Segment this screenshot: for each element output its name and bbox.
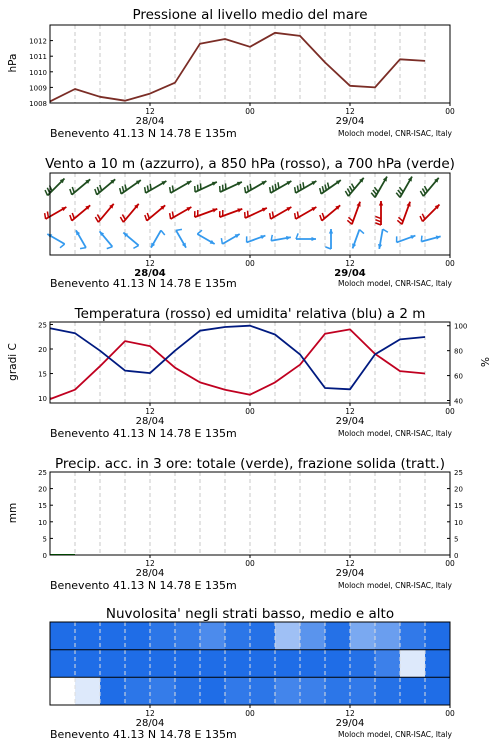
wind-barb-10m: [100, 231, 113, 248]
wind-barb-700hpa: [95, 179, 115, 194]
y2-tick-label: 25: [454, 469, 463, 477]
barb-feather: [270, 187, 271, 193]
wind-barb-850hpa: [397, 202, 410, 225]
barb-feather: [47, 211, 48, 217]
barb-feather: [47, 188, 49, 193]
barb-feather: [320, 215, 322, 221]
barb-feather: [145, 187, 146, 193]
location-label: Benevento 41.13 N 14.78 E 135m: [50, 728, 237, 741]
barb-feather: [359, 230, 364, 234]
barb-feather: [107, 247, 113, 249]
cloud-cell-alto: [325, 622, 351, 650]
x-tick-label: 12: [145, 709, 155, 718]
wind-barb-10m: [421, 235, 440, 241]
y-tick-label: 0: [42, 552, 47, 560]
cloud-cell-alto: [275, 622, 301, 650]
barb-feather: [303, 182, 304, 188]
cloud-cell-basso: [350, 677, 376, 705]
cloud-cell-medio: [425, 650, 451, 678]
x-tick-label: 00: [245, 709, 255, 718]
cloud-cell-medio: [400, 650, 426, 678]
wind-barb-850hpa: [295, 207, 317, 219]
barb-feather: [150, 184, 151, 190]
cloud-cell-medio: [300, 650, 326, 678]
barb-feather: [297, 185, 298, 191]
cloud-cell-medio: [100, 650, 126, 678]
y2-tick-label: 0: [454, 552, 459, 560]
barb-feather: [272, 211, 273, 217]
y-tick-label: 10: [38, 395, 47, 404]
barb-feather: [70, 215, 72, 221]
y-tick-label: 15: [38, 370, 47, 379]
barb-feather: [120, 217, 123, 222]
pressure-y-axis: [29, 38, 53, 108]
wind-barb-700hpa: [70, 179, 90, 194]
wind-barb-850hpa: [70, 205, 90, 220]
temp-humidity-frame: [50, 322, 450, 403]
pressure-gridlines: [75, 25, 425, 103]
x-tick-label: 12: [145, 259, 155, 268]
barb-head: [357, 202, 361, 207]
cloud-cell-basso: [50, 677, 76, 705]
wind-barb-10m: [221, 234, 239, 244]
cloud-cell-alto: [375, 622, 401, 650]
barb-feather: [422, 214, 424, 219]
date-label: 28/04: [135, 568, 165, 579]
wind-barb-10m: [176, 229, 186, 247]
location-label: Benevento 41.13 N 14.78 E 135m: [50, 427, 237, 440]
temp-humidity-series: [50, 326, 425, 399]
barb-head: [352, 243, 356, 248]
cloud-cell-alto: [125, 622, 151, 650]
barb-feather: [250, 184, 251, 190]
date-label: 29/04: [335, 568, 365, 579]
barb-head: [311, 237, 316, 241]
temperature-y-axis: [38, 321, 53, 403]
y-tick-label: 20: [38, 485, 47, 494]
cloud-cell-medio: [50, 650, 76, 678]
x-tick-label: 12: [145, 559, 155, 568]
model-credit: Moloch model, CNR-ISAC, Italy: [338, 730, 452, 739]
y-tick-label: 25: [38, 469, 47, 477]
y-tick-label: 1011: [29, 53, 47, 62]
barb-feather: [133, 245, 138, 248]
barb-feather: [145, 215, 147, 221]
cloud-cell-alto: [250, 622, 276, 650]
barb-feather: [383, 229, 388, 232]
cloud-cell-alto: [150, 622, 176, 650]
barb-feather: [147, 185, 148, 191]
cloud-cell-medio: [75, 650, 101, 678]
wind-barb-850hpa: [347, 202, 360, 225]
wind-barb-10m: [325, 229, 333, 249]
cloud-cell-alto: [425, 622, 451, 650]
date-label: 29/04: [335, 718, 365, 729]
y2-tick-label: 15: [454, 502, 463, 511]
temp-humidity-x-axis: [136, 403, 455, 427]
precip-gridlines: [75, 472, 425, 555]
wind-barb-700hpa: [120, 180, 141, 194]
wind-x-axis: [134, 255, 455, 279]
cloud-cell-medio: [350, 650, 376, 678]
barb-feather: [60, 244, 65, 248]
cloud-cell-medio: [250, 650, 276, 678]
wind-barb-850hpa: [220, 208, 243, 217]
barb-feather: [297, 211, 298, 217]
barb-feather: [176, 229, 182, 230]
barb-feather: [95, 189, 97, 195]
cloud-cell-basso: [300, 677, 326, 705]
cloud-cell-alto: [225, 622, 251, 650]
wind-barb-700hpa: [45, 179, 64, 196]
precip-ylabel: mm: [7, 502, 19, 524]
wind-barb-700hpa: [420, 178, 438, 196]
barb-feather: [80, 248, 86, 249]
barb-head: [212, 208, 217, 212]
pressure-title: Pressione al livello medio del mare: [132, 7, 368, 23]
barb-feather: [345, 191, 348, 196]
x-tick-label: 12: [345, 709, 355, 718]
x-tick-label: 00: [445, 709, 455, 718]
wind-barb-700hpa: [320, 180, 341, 194]
y2-tick-label: 5: [454, 535, 459, 544]
barb-feather: [45, 213, 46, 219]
wind-barb-850hpa: [95, 204, 113, 222]
x-tick-label: 12: [145, 107, 155, 116]
wind-barb-850hpa: [320, 205, 340, 220]
y2-tick-label: 100: [454, 322, 468, 331]
barb-feather: [420, 216, 422, 221]
y2-tick-label: 80: [454, 347, 463, 356]
barb-feather: [421, 236, 422, 242]
x-tick-label: 12: [345, 559, 355, 568]
barb-head: [237, 208, 242, 212]
y2-tick-label: 20: [454, 485, 463, 494]
barb-feather: [95, 217, 98, 222]
cloud-panel: [50, 606, 455, 729]
wind-barb-700hpa: [145, 181, 167, 193]
barb-feather: [247, 185, 248, 191]
barb-feather: [322, 213, 324, 219]
cloud-cell-basso: [175, 677, 201, 705]
barb-feather: [161, 230, 165, 235]
model-credit: Moloch model, CNR-ISAC, Italy: [338, 129, 452, 138]
x-tick-label: 00: [245, 559, 255, 568]
cloud-cell-medio: [225, 650, 251, 678]
barb-feather: [295, 187, 296, 193]
barb-feather: [147, 213, 149, 219]
precip-y-axis: [38, 469, 53, 560]
pressure-panel: [7, 7, 455, 127]
barb-feather: [70, 189, 72, 195]
x-tick-label: 12: [345, 259, 355, 268]
date-label: 29/04: [334, 268, 366, 279]
barb-feather: [245, 187, 246, 193]
barb-feather: [295, 213, 296, 219]
temperature-ylabel: gradi C: [7, 343, 19, 381]
barb-head: [407, 202, 411, 207]
temp-humidity-panel: [7, 306, 492, 427]
y-tick-label: 1008: [29, 100, 47, 108]
wind-barb-850hpa: [270, 207, 292, 219]
location-label: Benevento 41.13 N 14.78 E 135m: [50, 579, 237, 592]
wind-barb-700hpa: [345, 178, 363, 196]
model-credit: Moloch model, CNR-ISAC, Italy: [338, 279, 452, 288]
date-label: 28/04: [135, 718, 165, 729]
barb-feather: [270, 213, 271, 219]
cloud-cell-alto: [75, 622, 101, 650]
cloud-cell-basso: [400, 677, 426, 705]
y-tick-label: 1009: [29, 84, 47, 93]
x-tick-label: 00: [245, 107, 255, 116]
wind-barb-700hpa: [220, 182, 242, 192]
barb-feather: [371, 193, 375, 198]
barb-feather: [45, 190, 47, 195]
wind-barb-850hpa: [195, 208, 218, 217]
barb-feather: [272, 185, 273, 191]
pressure-x-axis: [136, 103, 455, 127]
precip-y2-axis: [447, 469, 463, 560]
barb-feather: [221, 238, 222, 244]
x-tick-label: 00: [245, 259, 255, 268]
barb-feather: [278, 182, 279, 188]
date-label: 28/04: [135, 416, 165, 427]
barb-feather: [300, 184, 301, 190]
wind-barb-10m: [352, 230, 364, 249]
wind-barb-10m: [271, 235, 291, 241]
cloud-cell-medio: [325, 650, 351, 678]
wind-barb-10m: [76, 230, 86, 248]
wind-barb-10m: [151, 230, 165, 247]
barb-feather: [352, 184, 355, 189]
barb-feather: [170, 187, 171, 193]
barb-feather: [396, 193, 400, 198]
precip-panel: [7, 456, 463, 579]
cloud-cell-alto: [200, 622, 226, 650]
date-label: 28/04: [134, 268, 166, 279]
barb-feather: [72, 213, 74, 219]
cloud-cell-basso: [275, 677, 301, 705]
precip-title: Precip. acc. in 3 ore: totale (verde), frazione solida (tratt.): [55, 456, 445, 472]
barb-head: [410, 235, 415, 239]
wind-barb-850hpa: [120, 204, 138, 222]
cloud-cell-basso: [375, 677, 401, 705]
wind-barb-700hpa: [270, 181, 292, 193]
barb-feather: [72, 187, 74, 193]
date-label: 29/04: [335, 116, 365, 127]
temp-humidity-title: Temperatura (rosso) ed umidita' relativa (blu) a 2 m: [74, 306, 426, 322]
x-tick-label: 00: [445, 259, 455, 268]
wind-barb-850hpa: [170, 207, 192, 219]
barb-feather: [172, 185, 173, 191]
barb-feather: [398, 217, 403, 221]
pressure-line: [50, 33, 425, 102]
cloud-x-axis: [136, 705, 455, 729]
wind-barb-850hpa: [420, 205, 439, 222]
barb-feather: [172, 211, 173, 217]
pressure-series: [50, 33, 425, 102]
wind-barb-850hpa: [245, 208, 267, 218]
x-tick-label: 12: [345, 407, 355, 416]
cloud-cell-alto: [300, 622, 326, 650]
cloud-cell-medio: [375, 650, 401, 678]
y-tick-label: 10: [38, 518, 47, 527]
wind-barb-850hpa: [145, 205, 165, 220]
y-tick-label: 1010: [29, 68, 47, 77]
location-label: Benevento 41.13 N 14.78 E 135m: [50, 277, 237, 290]
cloud-cell-medio: [275, 650, 301, 678]
barb-feather: [97, 187, 99, 193]
y-tick-label: 1012: [29, 37, 47, 46]
cloud-cell-medio: [150, 650, 176, 678]
cloud-cell-medio: [200, 650, 226, 678]
cloud-cell-basso: [100, 677, 126, 705]
cloud-cell-basso: [75, 677, 101, 705]
barb-feather: [420, 191, 423, 196]
cloud-cell-alto: [175, 622, 201, 650]
precip-x-axis: [136, 555, 455, 579]
barb-feather: [348, 217, 353, 221]
wind-barb-700hpa: [245, 181, 267, 193]
x-tick-label: 12: [345, 107, 355, 116]
wind-barb-10m: [247, 235, 266, 242]
barb-head: [260, 235, 265, 239]
y-tick-label: 15: [38, 502, 47, 511]
humidity-ylabel: %: [480, 357, 492, 367]
wind-panel: [45, 156, 455, 279]
cloud-cell-medio: [125, 650, 151, 678]
cloud-cell-basso: [150, 677, 176, 705]
wind-barb-700hpa: [371, 177, 387, 198]
cloud-cell-basso: [225, 677, 251, 705]
x-tick-label: 12: [145, 407, 155, 416]
wind-barb-850hpa: [375, 201, 383, 225]
wind-barb-10m: [397, 235, 416, 242]
barb-feather: [122, 186, 123, 192]
cloud-cell-basso: [425, 677, 451, 705]
barb-feather: [322, 186, 323, 192]
x-tick-label: 00: [445, 107, 455, 116]
barb-head: [379, 201, 383, 206]
wind-barbs: [45, 177, 441, 249]
y-tick-label: 20: [38, 346, 47, 354]
location-label: Benevento 41.13 N 14.78 E 135m: [50, 127, 237, 140]
cloud-cell-alto: [100, 622, 126, 650]
barb-head: [329, 229, 333, 234]
wind-barb-850hpa: [45, 207, 67, 219]
barb-feather: [320, 188, 321, 194]
wind-barb-10m: [378, 229, 388, 249]
wind-barb-10m: [296, 233, 316, 241]
wind-barb-10m: [123, 233, 138, 249]
cloud-cell-basso: [325, 677, 351, 705]
y2-tick-label: 40: [454, 397, 463, 406]
model-credit: Moloch model, CNR-ISAC, Italy: [338, 581, 452, 590]
temp-humidity-gridlines: [75, 322, 425, 403]
wind-title: Vento a 10 m (azzurro), a 850 hPa (rosso), a 700 hPa (verde): [45, 156, 455, 172]
barb-feather: [170, 213, 171, 219]
y2-tick-label: 10: [454, 518, 463, 527]
wind-barb-700hpa: [170, 181, 192, 193]
cloud-cell-alto: [50, 622, 76, 650]
cloud-cell-medio: [175, 650, 201, 678]
x-tick-label: 00: [245, 407, 255, 416]
y-tick-label: 5: [42, 535, 47, 544]
x-tick-label: 00: [445, 559, 455, 568]
cloud-cell-alto: [400, 622, 426, 650]
wind-barb-700hpa: [295, 181, 317, 193]
humidity-line: [50, 326, 425, 390]
cloud-cell-basso: [250, 677, 276, 705]
y2-tick-label: 60: [454, 372, 463, 381]
date-label: 29/04: [335, 416, 365, 427]
cloud-cell-basso: [125, 677, 151, 705]
x-tick-label: 00: [445, 407, 455, 416]
barb-feather: [275, 184, 276, 190]
barb-feather: [120, 188, 121, 194]
wind-barb-700hpa: [396, 177, 412, 198]
pressure-ylabel: hPa: [7, 53, 19, 73]
barb-feather: [328, 183, 329, 189]
date-label: 28/04: [135, 116, 165, 127]
y-tick-label: 25: [38, 321, 47, 330]
cloud-cell-basso: [200, 677, 226, 705]
model-credit: Moloch model, CNR-ISAC, Italy: [338, 429, 452, 438]
wind-barb-700hpa: [195, 182, 217, 192]
cloud-cell-alto: [350, 622, 376, 650]
cloud-title: Nuvolosita' negli strati basso, medio e alto: [105, 606, 395, 622]
